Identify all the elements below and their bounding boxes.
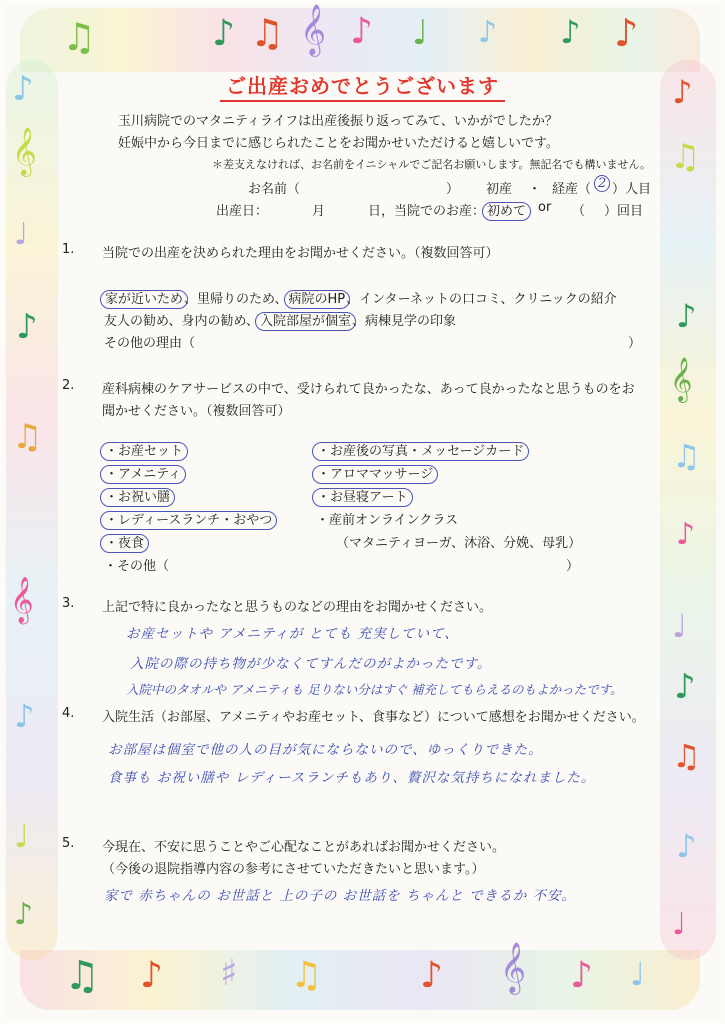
q1-option-hometown[interactable]: 里帰りのため <box>197 292 275 307</box>
intro-line-2: 妊娠中から今日までに感じられたことをお聞かせいただけると嬉しいです。 <box>118 136 559 151</box>
q3-answer-line-2: 入院の際の持ち物が少なくてすんだのがよかったです。 <box>130 656 492 672</box>
music-note-icon: ♩ <box>672 907 687 942</box>
intro-line-1: 玉川病院でのマタニティライフは出産後振り返ってみて、いかがでしたか？ <box>118 114 558 129</box>
music-note-icon: ♩ <box>412 13 429 53</box>
q2-left-item[interactable] <box>104 486 171 505</box>
option-separator: ・ <box>528 182 542 197</box>
q2-option-ladies-lunch: ・レディースランチ・おやつ <box>100 511 277 530</box>
q2-option-aroma-massage: ・アロママッサージ <box>312 465 438 484</box>
q1-options-row-2: 友人の勧め、身内の勧め、入院部屋が個室、病棟見学の印象 <box>104 314 457 329</box>
q5-question-line-2: （今後の退院指導内容の参考にさせていただきたいと思います。） <box>102 862 485 877</box>
birth-date-label: 出産日： <box>216 204 269 219</box>
treble-clef-icon: 𝄞 <box>12 126 37 175</box>
q2-right-item[interactable] <box>316 440 525 459</box>
q1-option-hospital-hp[interactable]: 病院のHP <box>284 290 351 309</box>
music-note-icon: ♩ <box>14 217 29 252</box>
q4-answer-line-2: 食事も お祝い膳や レディースランチもあり、贅沢な気持ちになれました。 <box>108 770 596 786</box>
music-note-icon: ♩ <box>630 955 646 993</box>
music-note-icon: ♪ <box>420 955 443 996</box>
multi-birth-count-value: 2 <box>594 175 610 192</box>
music-note-icon: ♫ <box>290 955 323 996</box>
music-note-icon: ♪ <box>676 517 696 552</box>
q1-option-private-room[interactable]: 入院部屋が個室 <box>255 312 356 331</box>
treble-clef-icon: 𝄞 <box>500 942 527 993</box>
music-note-icon: ♫ <box>12 417 43 457</box>
q2-option-online-class[interactable]: ・産前オンラインクラス <box>316 513 458 528</box>
q4-number: 4. <box>62 706 75 721</box>
q1-number: 1. <box>62 242 75 257</box>
music-note-icon: ♩ <box>672 607 688 645</box>
q3-answer-line-3: 入院中のタオルや アメニティも 足りない分はすぐ 補充してもらえるのもよかったです。 <box>126 682 623 697</box>
q1-options-row-1: 家が近いため、里帰りのため、病院のHP、インターネットの口コミ、クリニックの紹介 <box>104 288 617 307</box>
music-note-icon: ♫ <box>672 437 701 475</box>
beamed-note-icon: ♫ <box>62 15 97 59</box>
q3-answer-line-1: お産セットや アメニティが とても 充実していて、 <box>126 626 459 642</box>
music-note-icon: ♪ <box>14 697 35 735</box>
treble-clef-icon: 𝄞 <box>10 577 34 623</box>
multi-birth-count[interactable] <box>594 176 610 191</box>
first-birth-option[interactable]: 初産 <box>486 182 513 197</box>
q1-option-clinic-referral[interactable]: クリニックの紹介 <box>513 292 617 307</box>
q2-left-item[interactable] <box>104 509 273 528</box>
music-note-icon: ♪ <box>672 73 693 111</box>
music-note-icon: ♪ <box>614 11 639 55</box>
q3-number: 3. <box>62 596 75 611</box>
q4-answer-line-1: お部屋は個室で他の人の目が気にならないので、ゆっくりできた。 <box>108 742 543 758</box>
q1-other-label: その他の理由（ <box>104 336 196 351</box>
q3-question: 上記で特に良かったなと思うものなどの理由をお聞かせください。 <box>102 600 493 615</box>
beamed-note-icon: ♫ <box>250 11 285 55</box>
name-label: お名前（ <box>248 182 301 197</box>
q1-option-family[interactable]: 身内の勧め <box>181 314 246 329</box>
music-note-icon: ♪ <box>676 297 697 335</box>
q2-option-photo-card: ・お産後の写真・メッセージカード <box>312 442 529 461</box>
border-decoration-bottom <box>20 950 700 1010</box>
q1-option-internet-reviews[interactable]: インターネットの口コミ <box>359 292 501 307</box>
music-note-icon: ♪ <box>212 13 235 54</box>
music-note-icon: ♪ <box>14 897 34 932</box>
people-suffix: ）人目 <box>612 182 652 197</box>
q2-number: 2. <box>62 378 75 393</box>
first-time-option-label: 初めて <box>482 202 531 221</box>
music-note-icon: ♪ <box>16 307 38 347</box>
border-decoration-right <box>660 60 716 960</box>
beamed-note-icon: ♫ <box>64 953 100 999</box>
q4-question: 入院生活（お部屋、アメニティやお産セット、食事など）について感想をお聞かせください。 <box>102 710 645 725</box>
q2-right-item[interactable] <box>316 463 434 482</box>
music-note-icon: ♪ <box>674 667 696 707</box>
q2-left-item[interactable] <box>104 463 182 482</box>
q2-option-amenity: ・アメニティ <box>100 465 186 484</box>
q2-question-line-1: 産科病棟のケアサービスの中で、受けられて良かったな、あって良かったなと思うものをお <box>102 382 635 397</box>
page-title: ご出産おめでとうございます <box>0 70 725 99</box>
q1-option-friend[interactable]: 友人の勧め <box>104 314 169 329</box>
multi-birth-label: 経産（ <box>552 182 592 197</box>
q2-option-birth-set: ・お産セット <box>100 442 188 461</box>
q5-question-line-1: 今現在、不安に思うことやご心配なことがあればお聞かせください。 <box>102 840 506 855</box>
intro-note: ＊差支えなければ、お名前をイニシャルでご記名お願いします。無記名でも構いません。 <box>212 158 652 171</box>
q1-option-ward-tour[interactable]: 病棟見学の印象 <box>365 314 457 329</box>
q1-option-near-home[interactable]: 家が近いため <box>100 290 188 309</box>
q2-option-night-snack: ・夜食 <box>100 534 149 553</box>
q2-option-nap-art: ・お昼寝アート <box>312 488 413 507</box>
music-note-icon: ♪ <box>12 69 34 109</box>
sharp-icon: ♯ <box>220 953 238 994</box>
q2-question-line-2: 聞かせください。（複数回答可） <box>102 404 291 419</box>
day-label: 日， <box>368 204 395 219</box>
q1-question: 当院での出産を決められた理由をお聞かせください。（複数回答可） <box>102 246 499 261</box>
q2-right-item[interactable] <box>316 486 409 505</box>
name-close: ） <box>446 182 460 197</box>
q2-other-label[interactable]: ・その他（ <box>104 559 170 574</box>
hospital-birth-label: 当院でのお産： <box>394 204 486 219</box>
treble-clef-icon: 𝄞 <box>300 4 327 55</box>
music-note-icon: ♪ <box>676 827 697 865</box>
times-close: ）回目 <box>604 204 644 219</box>
music-note-icon: ♫ <box>670 137 701 177</box>
month-label: 月 <box>312 204 326 219</box>
music-note-icon: ♩ <box>14 817 30 855</box>
music-note-icon: ♪ <box>478 15 498 50</box>
treble-clef-icon: 𝄞 <box>670 357 693 401</box>
music-note-icon: ♪ <box>560 13 581 51</box>
music-note-icon: ♪ <box>140 955 163 996</box>
q2-other-close: ） <box>566 559 580 574</box>
or-label: or <box>538 200 552 215</box>
first-time-option[interactable] <box>486 200 527 219</box>
q2-option-celebration-meal: ・お祝い膳 <box>100 488 175 507</box>
times-open: （ <box>572 204 586 219</box>
music-note-icon: ♫ <box>672 737 701 775</box>
q2-left-item[interactable] <box>104 440 184 459</box>
music-note-icon: ♪ <box>570 955 593 996</box>
q2-left-item[interactable] <box>104 532 145 551</box>
q1-other-close: ） <box>628 336 642 351</box>
music-note-icon: ♪ <box>350 11 373 52</box>
q5-number: 5. <box>62 836 75 851</box>
q5-answer: 家で 赤ちゃんの お世話と 上の子の お世話を ちゃんと できるか 不安。 <box>104 888 577 904</box>
q2-class-detail: （マタニティヨーガ、沐浴、分娩、母乳） <box>336 536 582 551</box>
